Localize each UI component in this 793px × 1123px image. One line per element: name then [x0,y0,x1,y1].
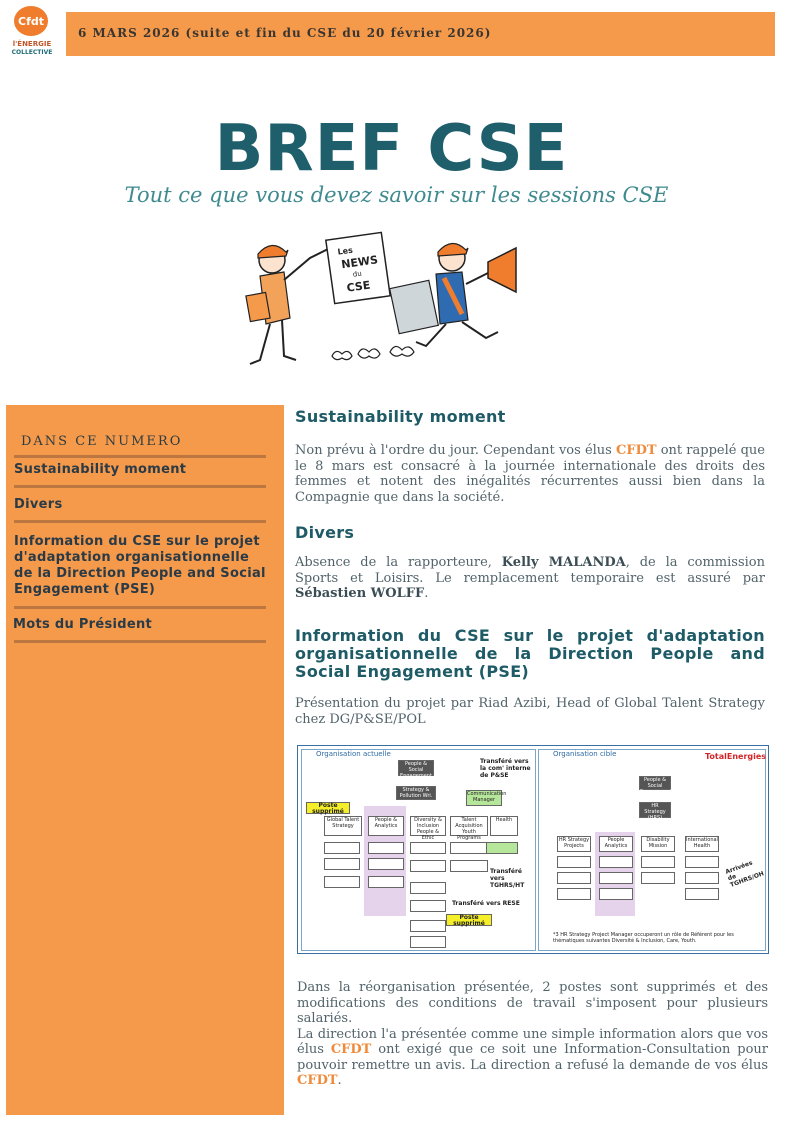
page-subtitle: Tout ce que vous devez savoir sur les sessions CSE [124,183,669,207]
org-box: Disability Mission [641,836,675,852]
org-note: Transféré vers TGHRS/HT [490,868,525,889]
org-note: Arrivées de TGHRS/OH [724,859,765,889]
section-title-divers: Divers [295,523,355,542]
issue-date: 6 MARS 2026 (suite et fin du CSE du 20 février 2026) [78,26,492,40]
org-box: International Health [685,836,719,852]
sign-text-4: CSE [345,278,372,295]
toc-item-mots-president[interactable]: Mots du Président [13,617,153,632]
logo-text-1: l'ÉNERGIE [12,40,52,48]
org-box: Talent Acquisition Youth Programs [450,816,488,836]
page-title: BREF CSE [214,112,569,186]
toc-divider [14,640,266,643]
org-box-moved: Communication Manager [466,790,502,806]
sign-text-1: Les [336,245,354,257]
org-box: Global Talent Strategy [324,816,362,836]
toc-item-information-cse[interactable]: Information du CSE sur le projet d'adaptation organisationnelle de la Direction People and Social Engagement (PSE) [14,534,266,597]
cfdt-mention: CFDT [297,1073,338,1088]
toc-divider [14,606,266,609]
org-box: Diversity & Inclusion People & Ethic [410,816,446,836]
org-box: HR Strategy (HRS) [639,802,671,818]
date-banner [66,12,775,56]
news-illustration [240,228,540,378]
logo-badge: Cfdt [14,6,48,36]
poste-supprime-tag: Poste supprimé [306,802,350,814]
sign-text-2: NEWS [340,253,379,272]
org-panel-target [538,749,766,951]
newspaper-sign-icon [326,232,390,303]
section-title-information: Information du CSE sur le projet d'adaptation organisationnelle de la Direction People and Social Engagement (PSE) [295,626,765,681]
org-box-top: People & Social Engagement [640,777,672,795]
org-box-top: People & Social Engagement [398,760,434,776]
cfdt-mention: CFDT [330,1042,372,1057]
toc-divider [14,485,266,488]
person-name: Kelly MALANDA [501,555,626,570]
org-box: Strategy & Pollution Wri. [396,786,436,800]
section-title-sustainability: Sustainability moment [295,407,506,426]
org-box: HR Strategy Projects [557,836,591,852]
org-box: People Analytics [599,836,633,852]
person-left-icon [246,245,330,364]
org-panel-current [301,749,536,951]
person-name: Sébastien WOLFF [295,586,425,601]
org-note: Transféré vers la com' interne de P&SE [480,758,531,779]
org-footnote: *3 HR Strategy Project Manager occuperont un rôle de Référent pour les thématiques suivantes Diversité & Inclusion, Care, Youth. [553,932,734,944]
toc-heading: DANS CE NUMERO [21,434,183,449]
toc-item-divers[interactable]: Divers [14,497,63,512]
conclusion-text: Dans la réorganisation présentée, 2 postes sont supprimés et des modifications des conditions de travail s'imposent pour plusieurs salariés. La direction l'a présentée comme une simple information alors que vos élus CFDT ont exigé que ce soit une Information-Consultation pour pouvoir remettre un avis. La direction a refusé la demande de vos élus CFDT. [297,980,768,1088]
person-right-icon [390,243,516,346]
org-label-target: Organisation cible [553,750,617,758]
sign-text-3: du [352,269,363,279]
section-text-divers: Absence de la rapporteure, Kelly MALANDA, de la commission Sports et Loisirs. Le remplacement temporaire est assuré par Sébastien WOLFF. [295,555,765,601]
org-box: Health [490,816,518,836]
org-chart-image [297,745,769,954]
cfdt-mention: CFDT [616,443,657,458]
presentation-text: Présentation du projet par Riad Azibi, Head of Global Talent Strategy chez DG/P&SE/POL [295,696,765,727]
logo-text-2: COLLECTIVE [11,49,53,56]
totalenergies-logo: TotalEnergies [705,752,767,761]
org-label-current: Organisation actuelle [316,750,391,758]
org-note: Transféré vers RESE [452,900,520,907]
cfdt-logo [6,6,58,62]
toc-divider [14,520,266,523]
toc-divider [14,455,266,458]
section-text-sustainability: Non prévu à l'ordre du jour. Cependant vos élus CFDT ont rappelé que le 8 mars est consacré à la journée internationale des droits des femmes et notent des inégalités récurrentes aussi bien dans la Compagnie que dans la société. [295,443,765,505]
org-box: People & Analytics [368,816,404,836]
poste-supprime-tag: Poste supprimé [446,914,492,926]
toc-item-sustainability[interactable]: Sustainability moment [14,462,187,477]
megaphone-icon [488,248,516,292]
sidebar-toc [6,405,284,1115]
